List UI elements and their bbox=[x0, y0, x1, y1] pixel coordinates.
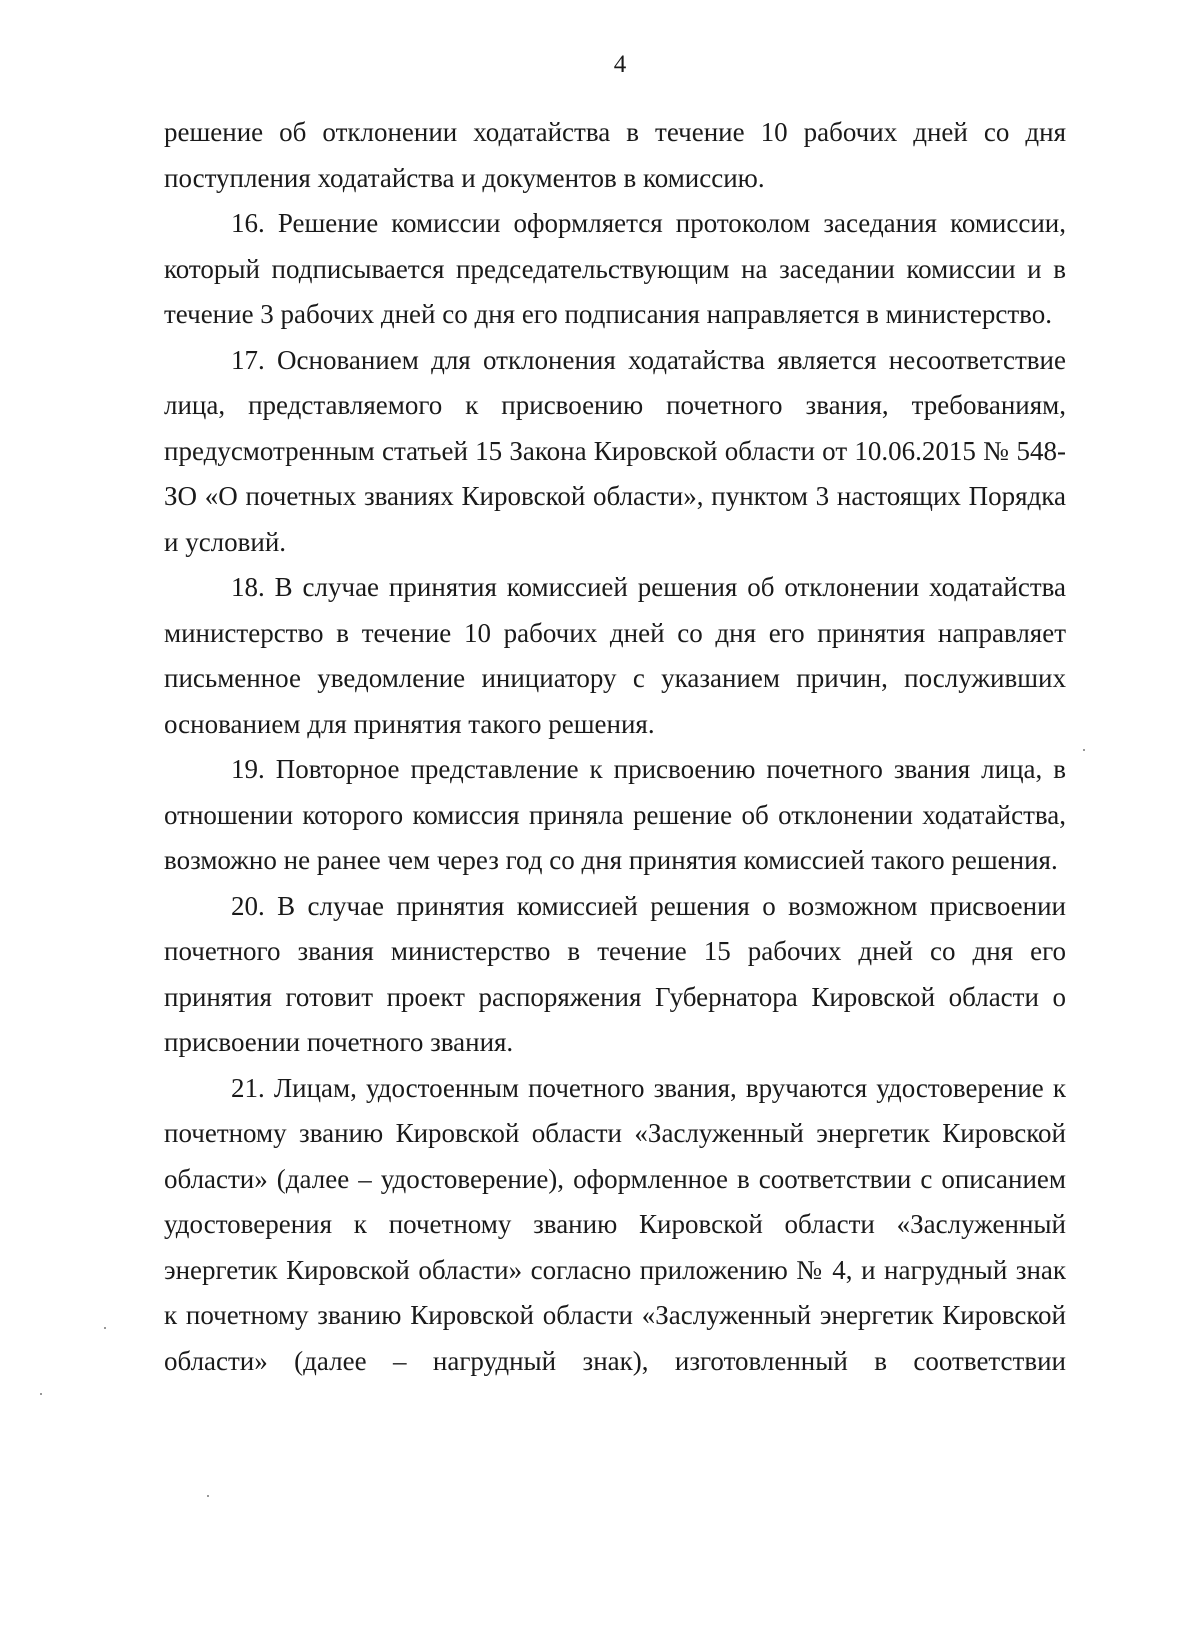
paragraph-19: 19. Повторное представление к присвоению почетного звания лица, в отношении которого комиссия приняла решение об отклонении ходатайства, возможно не ранее чем через год со дня принятия комиссией такого решения. bbox=[164, 754, 1066, 875]
paragraph-18: 18. В случае принятия комиссией решения об отклонении ходатайства министерство в течение 10 рабочих дней со дня его принятия направляет письменное уведомление инициатору с указанием причин, послуживших основанием для принятия такого решения. bbox=[164, 572, 1066, 739]
paragraph-21: 21. Лицам, удостоенным почетного звания, вручаются удостоверение к почетному званию Кировской области «Заслуженный энергетик Кировской области» (далее – удостоверение), оформленное в соответствии с описанием удостоверения к почетному званию Кировской области «Заслуженный энергетик Кировской области» согласно приложению № 4, и нагрудный знак к почетному званию Кировской области «Заслуженный энергетик Кировской области» (далее – нагрудный знак), изготовленный в соответствии bbox=[164, 1072, 1066, 1376]
page-number: 4 bbox=[613, 51, 627, 78]
paragraph-continuation: решение об отклонении ходатайства в течение 10 рабочих дней со дня поступления ходатайства и документов в комиссию. bbox=[164, 117, 1066, 193]
scan-speck bbox=[207, 1495, 209, 1497]
scan-speck bbox=[40, 1393, 42, 1395]
scan-speck bbox=[104, 1327, 106, 1329]
paragraph-20: 20. В случае принятия комиссией решения о возможном присвоении почетного звания министерство в течение 15 рабочих дней со дня его принятия готовит проект распоряжения Губернатора Кировской области о присвоении почетного звания. bbox=[164, 890, 1066, 1057]
paragraph-16: 16. Решение комиссии оформляется протоколом заседания комиссии, который подписывается председательствующим на заседании комиссии и в течение 3 рабочих дней со дня его подписания направляется в министерство. bbox=[164, 208, 1066, 329]
scan-speck bbox=[1083, 749, 1085, 751]
document-body bbox=[164, 110, 1066, 1384]
paragraph-17: 17. Основанием для отклонения ходатайства является несоответствие лица, представляемого к присвоению почетного звания, требованиям, предусмотренным статьей 15 Закона Кировской области от 10.06.2015 № 548-ЗО «О почетных званиях Кировской области», пунктом 3 настоящих Порядка и условий. bbox=[164, 344, 1066, 557]
